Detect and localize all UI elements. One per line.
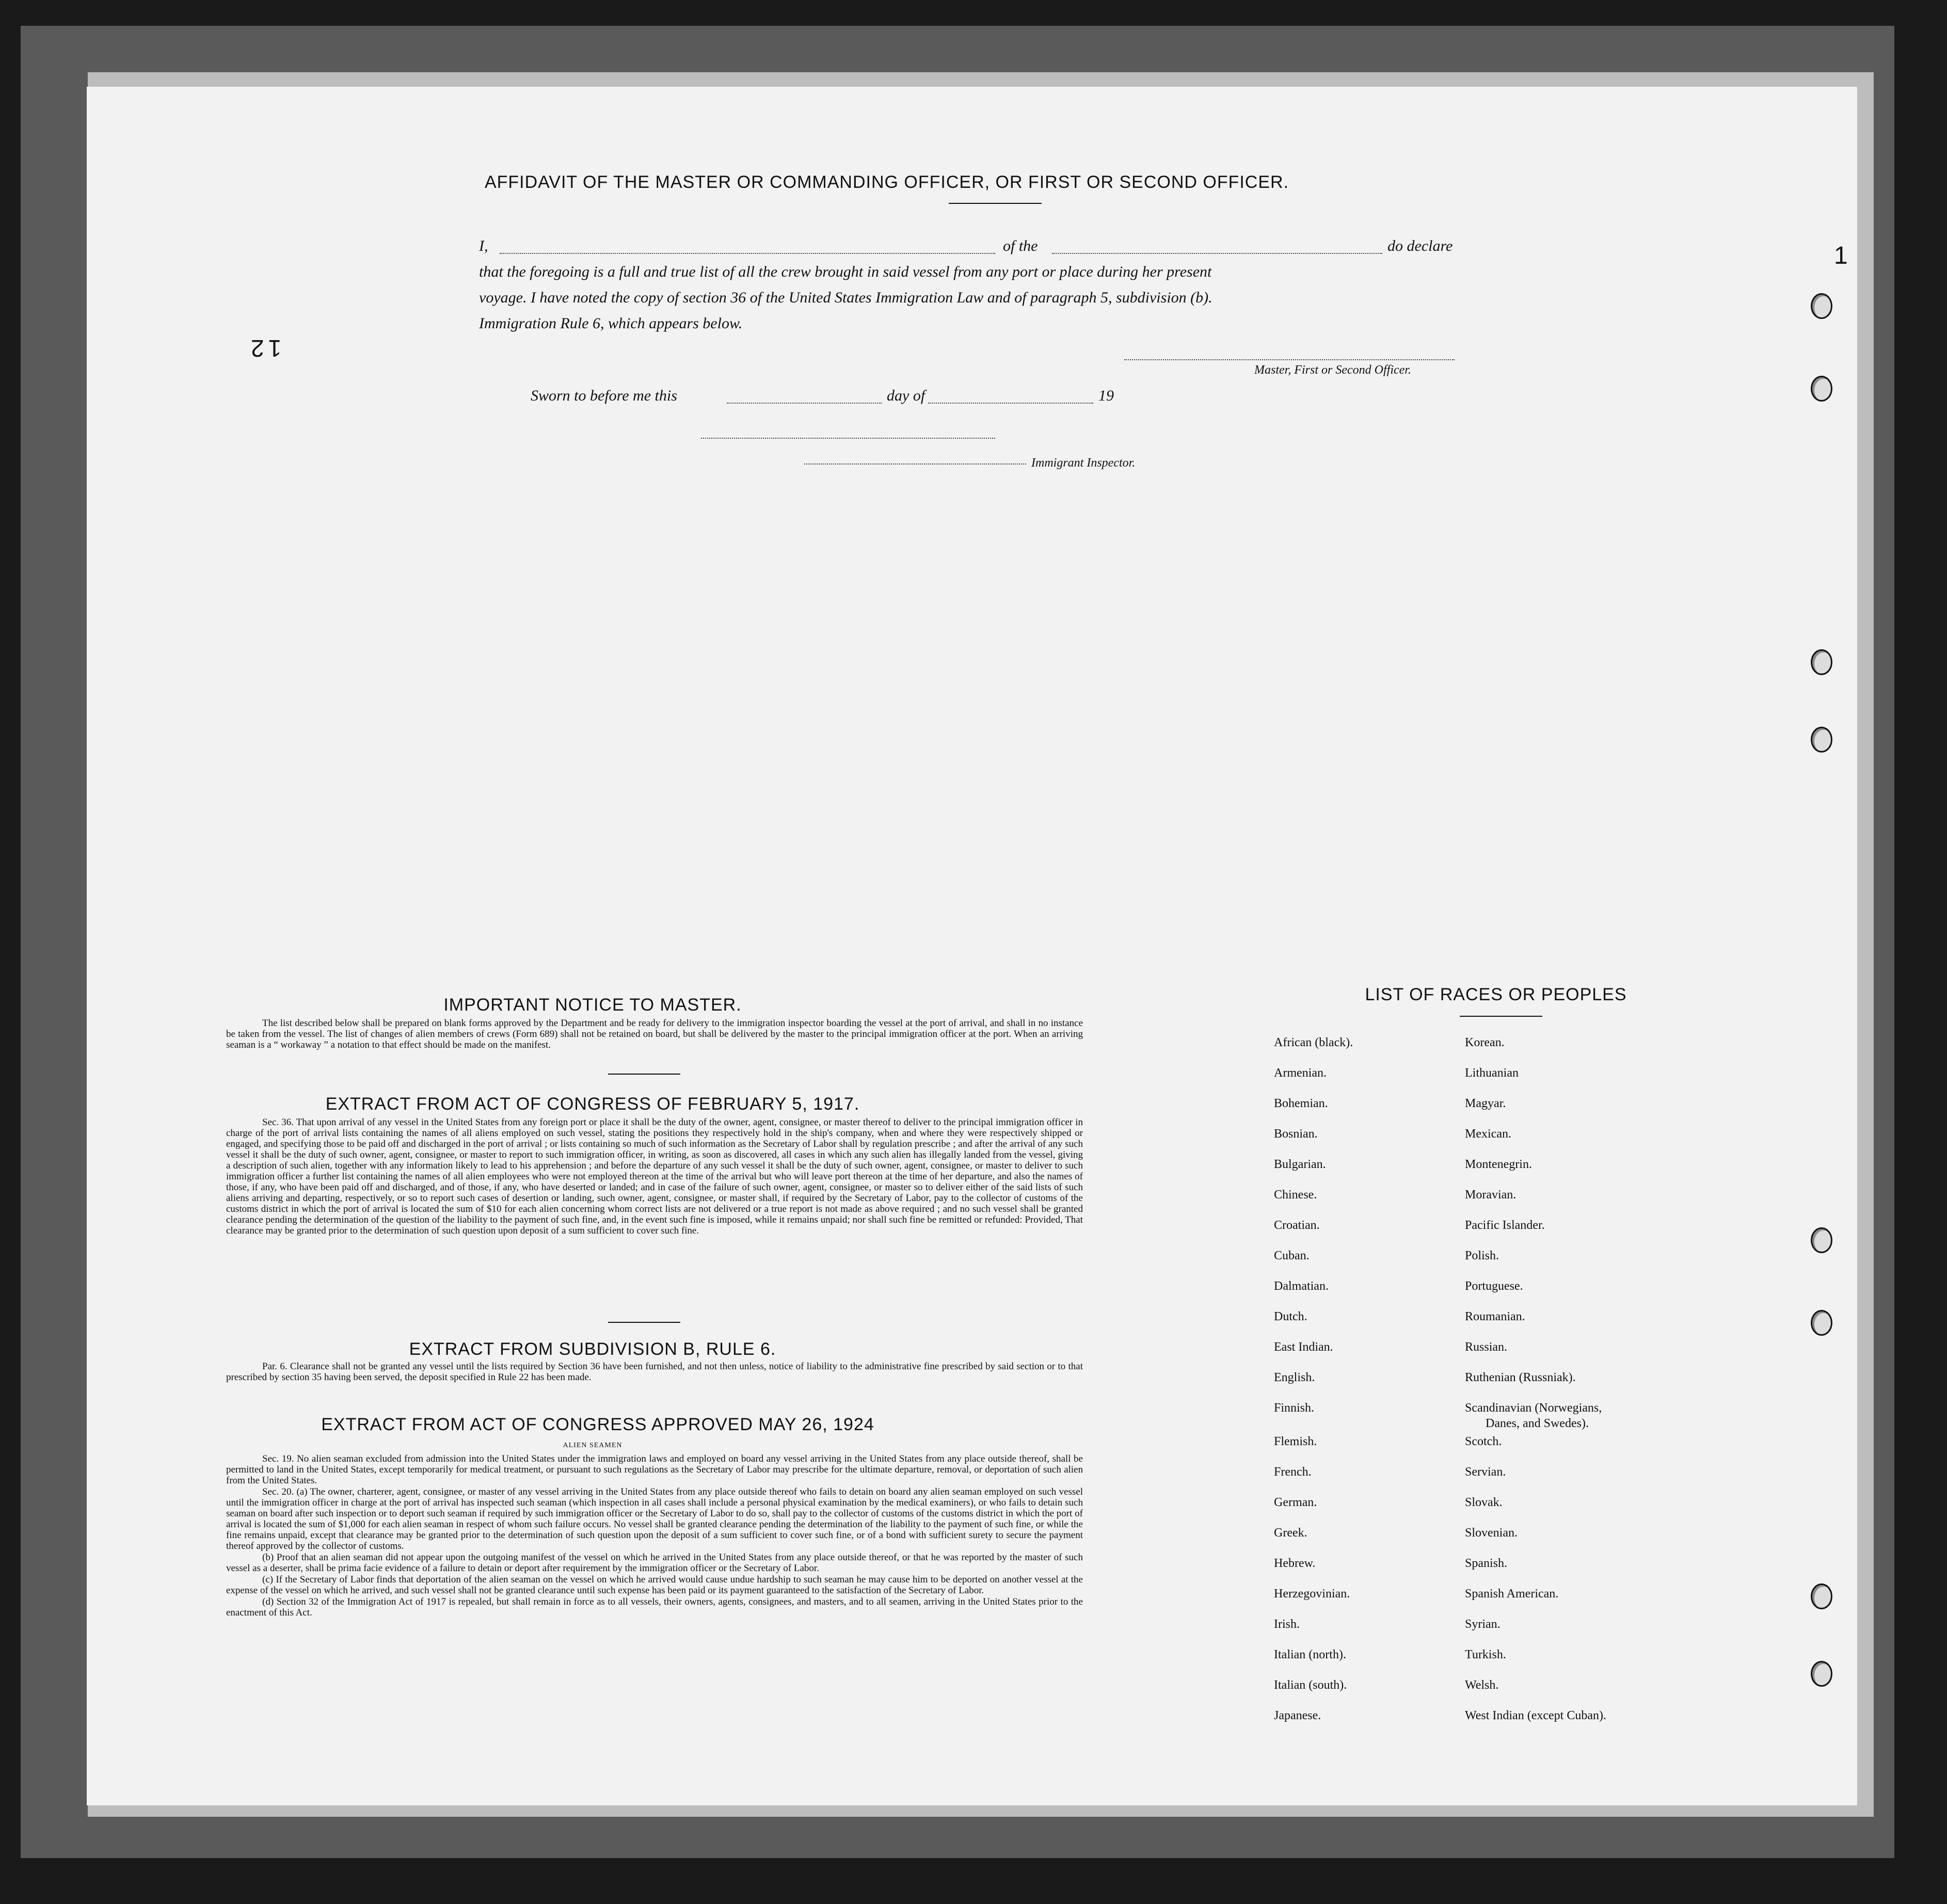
race-item: Montenegrin. [1465,1158,1532,1171]
race-item: Greek. [1274,1526,1307,1540]
extract-1924-paragraph: (d) Section 32 of the Immigration Act of 1917 is repealed, but shall remain in force as to all vessels, their owners, agents, consignees, and masters, and to all seamen, arriving in the United States prior to the enactment of this Act. [226,1596,1083,1618]
extract-rule6-title: EXTRACT FROM SUBDIVISION B, RULE 6. [409,1339,776,1359]
affidavit-line1-i: I, [479,237,488,254]
race-item: Irish. [1274,1618,1300,1631]
sworn-day-of: day of [887,387,925,404]
extract-1917-title: EXTRACT FROM ACT OF CONGRESS OF FEBRUARY 5, 1917. [325,1094,860,1114]
race-item: Scandinavian (Norwegians, [1465,1401,1602,1415]
race-item: Bohemian. [1274,1097,1328,1110]
race-item: Italian (south). [1274,1678,1347,1692]
race-item: Slovak. [1465,1496,1503,1509]
race-item: Chinese. [1274,1188,1317,1202]
extract-1917-text: Sec. 36. That upon arrival of any vessel in the United States from any foreign port or place it shall be the duty of the owner, agent, consignee, or master thereof to deliver to the principal immigration officer in charge of the port of arrival lists containing the names of all aliens employed on such vessel, stating the positions they respectively hold in the ship's company, when and where they were respectively shipped or engaged, and specifying those to be paid off and discharged in the port of arrival ; or lists containing so much of such information as the Secretary of Labor shall by regulation prescribe ; and after the arrival of any such vessel it shall be the duty of such owner, agent, consignee, or master to report to such immigration officer, in writing, as soon as discovered, all cases in which any such alien has illegally landed from the vessel, giving a description of such alien, together with any information likely to lead to his apprehension ; and before the departure of any such vessel it shall be the duty of such owner, agent, consignee, or master to deliver to such immigration officer a further list containing the names of all alien employees who were not employed thereon at the time of the arrival but who will leave port thereon at the time of her departure, and also the names of those, if any, who have been paid off and discharged, and of those, if any, who have deserted or landed; and in case of the failure of such owner, agent, consignee, or master so to deliver either of the said lists of such aliens arriving and departing, respectively, or so to report such cases of desertion or landing, such owner, agent, consignee, or master shall, if required by the Secretary of Labor, pay to the collector of customs of the customs district in which the port of arrival is located the sum of $10 for each alien concerning whom correct lists are not delivered or a true report is not made as above required ; and no such vessel shall be granted clearance pending the determination of the question of the liability to the payment of such fine, and, in the event such fine is imposed, while it remains unpaid; nor shall such fine be remitted or refunded: Provided, That clearance may be granted prior to the determination of such question upon deposit of a sum sufficient to cover such fine. [226,1117,1083,1236]
race-item: English. [1274,1371,1315,1384]
race-item: French. [1274,1465,1312,1479]
notice-text: The list described below shall be prepared on blank forms approved by the Department and be ready for delivery to the immigration inspector boarding the vessel at the port of arrival, and shall in no instance be taken from the vessel. The list of changes of alien members of crews (Form 689) shall not be retained on board, but shall be delivered by the master to the principal immigration officer at the port. When an arriving seaman is a “ workaway ” a notation to that effect should be made on the manifest. [226,1018,1083,1050]
races-left-column [1274,1035,1449,1739]
extract-1924-paragraph: (b) Proof that an alien seaman did not appear upon the outgoing manifest of the vessel on which he arrived in the United States from any place outside thereof, or that he was reported by the master of such vessel as a deserter, shall be prima facie evidence of a failure to detain or deport after requirement by the immigration officer or the Secretary of Labor. [226,1552,1083,1574]
margin-mark: 12 [247,335,282,362]
punch-hole [1811,649,1832,675]
race-item: Roumanian. [1465,1310,1525,1323]
inspector-signature-field[interactable] [804,463,1026,465]
race-item: Armenian. [1274,1066,1327,1080]
race-item: Hebrew. [1274,1557,1316,1570]
race-item: Croatian. [1274,1219,1320,1232]
race-item: Herzegovinian. [1274,1587,1350,1601]
extract-1924-paragraph: Sec. 19. No alien seaman excluded from admission into the United States under the immigration laws and employed on board any vessel arriving in the United States from any place outside thereof, shall be permitted to land in the United States, except temporarily for medical treatment, or pursuant to such regulations as the Secretary of Labor may prescribe for the ultimate departure, removal, or deportation of such alien from the United States. [226,1453,1083,1486]
sworn-year: 19 [1098,387,1114,404]
race-item: Russian. [1465,1340,1508,1354]
punch-hole [1811,293,1832,319]
master-signature-caption: Master, First or Second Officer. [1254,363,1411,377]
race-item: Flemish. [1274,1435,1317,1448]
race-item: Scotch. [1465,1435,1502,1448]
punch-hole [1811,1310,1832,1336]
sworn-day-field[interactable] [727,403,882,404]
race-item: East Indian. [1274,1340,1333,1354]
extract-rule6-text: Par. 6. Clearance shall not be granted any vessel until the lists required by Section 36 have been furnished, and not then unless, notice of liability to the administrative fine prescribed by said section or to that prescribed by section 35 having been served, the deposit specified in Rule 22 has been made. [226,1361,1083,1383]
master-signature-field[interactable] [1124,359,1455,360]
extract-1924-paragraph: (c) If the Secretary of Labor finds that deportation of the alien seaman on the vessel on which he arrived would cause undue hardship to such seaman he may cause him to be deported on another vessel at the expense of the vessel on which he arrived, and such vessel shall not be granted clearance until such expense has been paid or its payment guaranteed to the satisfaction of the Secretary of Labor. [226,1574,1083,1596]
race-item: Dutch. [1274,1310,1307,1323]
punch-hole [1811,1583,1832,1609]
races-title: LIST OF RACES OR PEOPLES [1365,985,1627,1004]
race-item: Japanese. [1274,1709,1321,1722]
punch-hole [1811,1661,1832,1687]
race-item: Turkish. [1465,1648,1506,1661]
race-item: Moravian. [1465,1188,1517,1202]
extract-1924-text [226,1453,1083,1619]
affidavit-line1-declare: do declare [1387,237,1453,254]
race-item: Syrian. [1465,1618,1501,1631]
notice-rule [608,1074,680,1075]
page-number: 1 [1834,242,1848,269]
punch-hole [1811,727,1832,753]
extract-1924-paragraph: Sec. 20. (a) The owner, charterer, agent, consignee, or master of any vessel arriving in the United States from any place outside thereof who fails to detain on board any alien seaman employed on such vessel until the immigration officer in charge at the port of arrival has inspected such seaman (which inspection in all cases shall include a personal physical examination by the medical examiners), or who fails to detain such seaman on board after such inspection or to deport such seaman if required by such immigration officer or the Secretary of Labor to do so, shall pay to the collector of customs of the customs district in which the port of arrival is located the sum of $1,000 for each alien seaman in respect of whom such failure occurs. No vessel shall be granted clearance pending the determination of the liability to the payment of such fine, or while the fine remains unpaid, except that clearance may be granted prior to the determination of such question upon the deposit of a sum sufficient to cover such fine, or of a bond with sufficient surety to secure the payment thereof approved by the collector of customs. [226,1486,1083,1551]
sworn-month-field[interactable] [928,403,1093,404]
race-item: Danes, and Swedes). [1486,1417,1589,1430]
race-item: Cuban. [1274,1249,1310,1262]
race-item: German. [1274,1496,1317,1509]
notice-title: IMPORTANT NOTICE TO MASTER. [443,995,742,1015]
affidavit-vessel-field[interactable] [1052,253,1382,254]
race-item: Korean. [1465,1036,1505,1049]
inspector-name-field[interactable] [701,438,995,439]
race-item: African (black). [1274,1036,1353,1049]
races-right-column [1465,1035,1702,1739]
race-item: Spanish. [1465,1557,1508,1570]
extract-1924-subtitle: ALIEN SEAMEN [563,1442,623,1449]
race-item: Servian. [1465,1465,1506,1479]
race-item: Ruthenian (Russniak). [1465,1371,1576,1384]
race-item: Italian (north). [1274,1648,1346,1661]
race-item: Dalmatian. [1274,1279,1329,1293]
race-item: Bosnian. [1274,1127,1318,1141]
race-item: Mexican. [1465,1127,1511,1141]
affidavit-line2: that the foregoing is a full and true list of all the crew brought in said vessel from any port or place during her present [479,263,1212,280]
race-item: Bulgarian. [1274,1158,1326,1171]
sworn-text: Sworn to before me this [531,387,677,404]
affidavit-title-rule [949,203,1042,204]
document-page [87,87,1857,1805]
affidavit-name-field[interactable] [500,253,995,254]
race-item: Finnish. [1274,1401,1315,1415]
races-title-rule [1460,1016,1542,1017]
affidavit-title: AFFIDAVIT OF THE MASTER OR COMMANDING OFFICER, OR FIRST OR SECOND OFFICER. [484,172,1289,192]
race-item: Portuguese. [1465,1279,1523,1293]
race-item: Polish. [1465,1249,1499,1262]
race-item: Lithuanian [1465,1066,1519,1080]
race-item: Welsh. [1465,1678,1499,1692]
race-item: West Indian (except Cuban). [1465,1709,1606,1722]
punch-hole [1811,376,1832,402]
extract-1924-title: EXTRACT FROM ACT OF CONGRESS APPROVED MAY 26, 1924 [321,1415,874,1434]
inspector-caption: Immigrant Inspector. [1031,456,1136,470]
punch-hole [1811,1227,1832,1253]
race-item: Pacific Islander. [1465,1219,1545,1232]
race-item: Magyar. [1465,1097,1506,1110]
race-item: Slovenian. [1465,1526,1518,1540]
race-item: Spanish American. [1465,1587,1559,1601]
affidavit-line3: voyage. I have noted the copy of section 36 of the United States Immigration Law and of paragraph 5, subdivision (b). [479,289,1212,306]
affidavit-line1-of-the: of the [1003,237,1038,254]
affidavit-line4: Immigration Rule 6, which appears below. [479,315,743,332]
extract-1917-rule [608,1322,680,1323]
